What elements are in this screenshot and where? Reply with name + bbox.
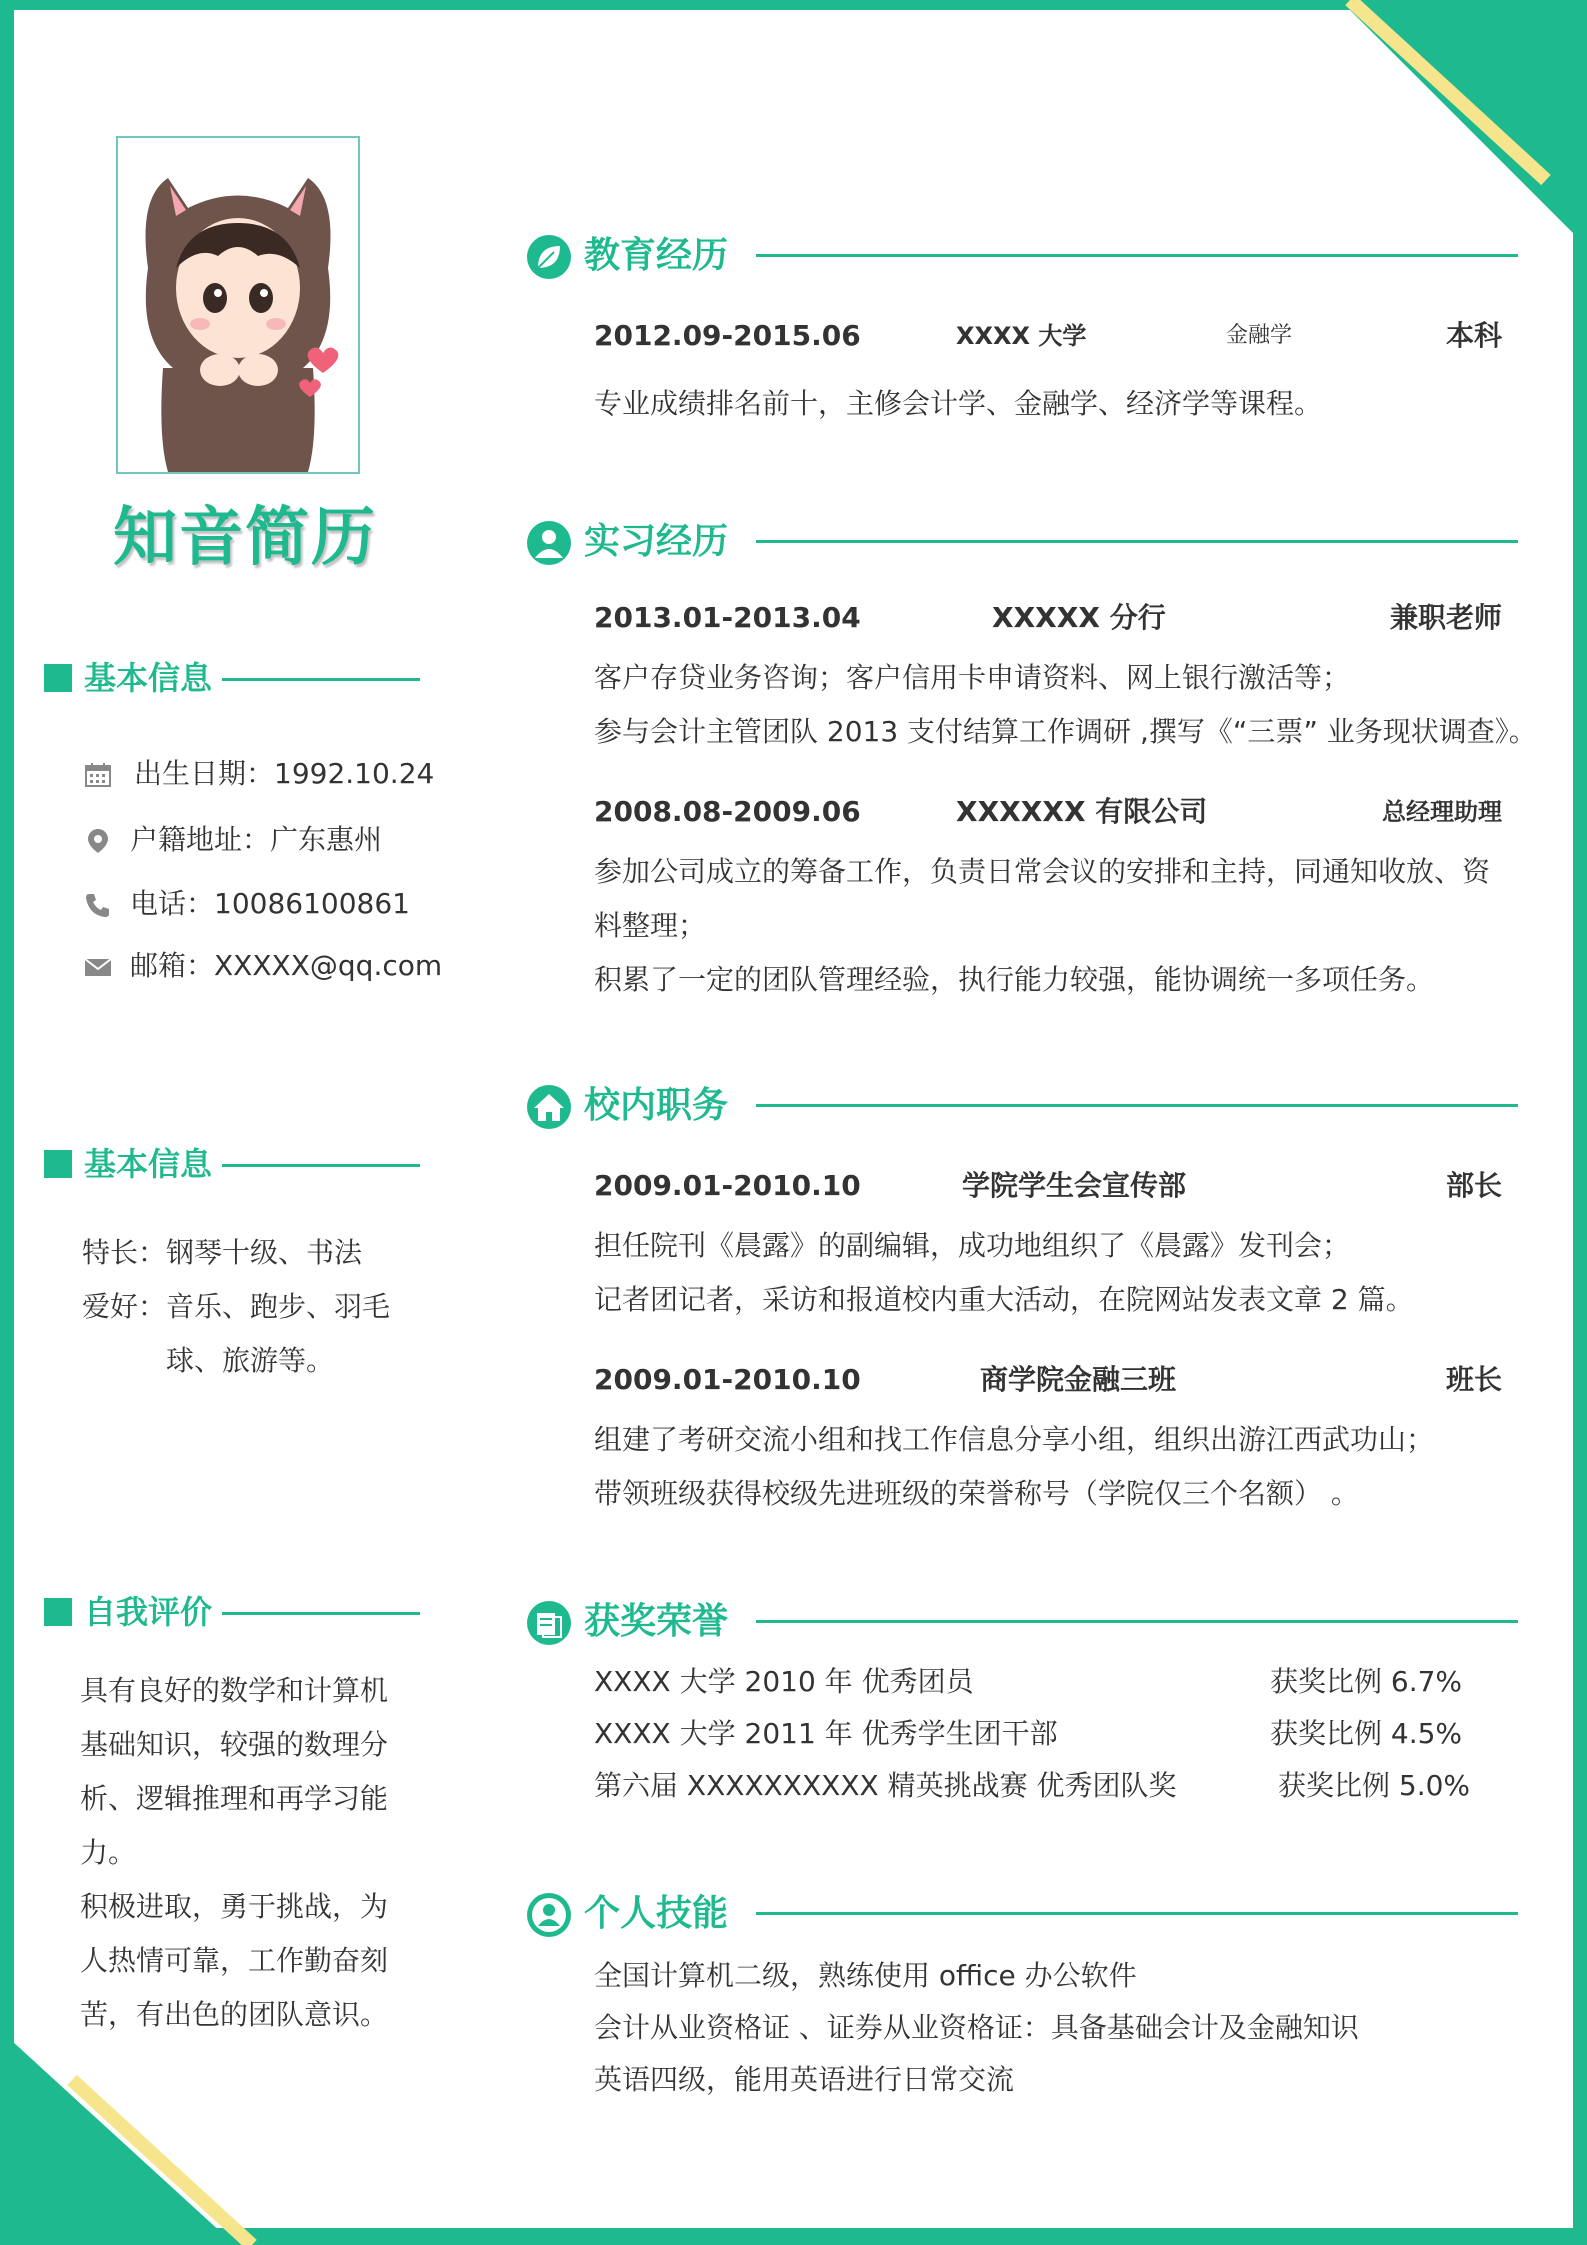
- entry-date: 2008.08-2009.06: [594, 795, 861, 828]
- internship-header: [526, 514, 1520, 570]
- self-eval-line: 具有良好的数学和计算机: [80, 1674, 389, 1707]
- entry-role: 班长: [1445, 1363, 1502, 1396]
- entry-org: 商学院金融三班: [980, 1363, 1177, 1396]
- phone-icon: [84, 892, 112, 918]
- specialty-text: 特长：钢琴十级、书法: [82, 1236, 363, 1269]
- internship-entry-header: [594, 596, 1502, 640]
- award-ratio: 获奖比例 6.7%: [1270, 1665, 1463, 1698]
- self-eval-line: 积极进取，勇于挑战，为: [80, 1890, 389, 1923]
- hobbies-title: 基本信息: [84, 1145, 213, 1183]
- basic-info-title: 基本信息: [84, 659, 213, 697]
- skill-line: 会计从业资格证 、证券从业资格证：具备基础会计及金融知识: [594, 2011, 1359, 2044]
- entry-role: 总经理助理: [1382, 798, 1502, 826]
- header-rule: [756, 1620, 1518, 1623]
- entry-line: 记者团记者，采访和报道校内重大活动，在院网站发表文章 2 篇。: [594, 1283, 1414, 1316]
- email-row: [84, 946, 444, 986]
- entry-line: 担任院刊《晨露》的副编辑，成功地组织了《晨露》发刊会；: [594, 1229, 1351, 1262]
- education-school: XXXX 大学: [956, 322, 1087, 350]
- hometown-text: 户籍地址：广东惠州: [130, 823, 383, 856]
- square-bullet-icon: [44, 1598, 72, 1626]
- header-rule: [756, 1104, 1518, 1107]
- entry-org: 学院学生会宣传部: [962, 1169, 1187, 1202]
- campus-entry-header: [594, 1164, 1502, 1208]
- self-eval-line: 力。: [80, 1836, 137, 1869]
- header-rule: [222, 1612, 420, 1615]
- campus-entry-header: [594, 1358, 1502, 1402]
- entry-role: 兼职老师: [1389, 601, 1502, 634]
- phone-text: 电话：10086100861: [130, 887, 410, 920]
- internship-entry-header: [594, 790, 1502, 834]
- entry-date: 2013.01-2013.04: [594, 601, 861, 634]
- birthdate-row: [84, 754, 444, 794]
- skills-title: 个人技能: [584, 1893, 729, 1934]
- education-major: 金融学: [1226, 323, 1293, 348]
- user-icon: [526, 1892, 572, 1938]
- self-eval-title: 自我评价: [84, 1593, 213, 1631]
- awards-header: [526, 1594, 1520, 1650]
- education-degree: 本科: [1445, 319, 1502, 352]
- skill-line: 全国计算机二级，熟练使用 office 办公软件: [594, 1959, 1137, 1992]
- square-bullet-icon: [44, 664, 72, 692]
- award-name: XXXX 大学 2010 年 优秀团员: [594, 1665, 974, 1698]
- entry-line: 料整理；: [594, 909, 707, 942]
- self-eval-line: 人热情可靠，工作勤奋刻: [80, 1944, 389, 1977]
- entry-date: 2009.01-2010.10: [594, 1169, 861, 1202]
- phone-row: [84, 884, 444, 924]
- campus-title: 校内职务: [584, 1085, 729, 1126]
- education-desc: 专业成绩排名前十，主修会计学、金融学、经济学等课程。: [594, 387, 1323, 420]
- entry-line: 参加公司成立的筹备工作，负责日常会议的安排和主持，同通知收放、资: [594, 855, 1491, 888]
- profile-photo: [116, 136, 360, 474]
- hobbies-header: [40, 1144, 430, 1184]
- education-header: [526, 228, 1520, 284]
- entry-line: 客户存贷业务咨询；客户信用卡申请资料、网上银行激活等；: [594, 661, 1351, 694]
- avatar-illustration: [118, 138, 358, 472]
- square-bullet-icon: [44, 1150, 72, 1178]
- birthdate-text: 出生日期：1992.10.24: [134, 757, 435, 790]
- header-rule: [756, 254, 1518, 257]
- header-rule: [756, 540, 1518, 543]
- self-eval-line: 苦，有出色的团队意识。: [80, 1998, 389, 2031]
- education-date: 2012.09-2015.06: [594, 319, 861, 352]
- education-entry-header: [594, 314, 1502, 358]
- self-eval-line: 基础知识，较强的数理分: [80, 1728, 389, 1761]
- award-icon: [526, 1600, 572, 1646]
- header-rule: [222, 678, 420, 681]
- header-rule: [756, 1912, 1518, 1915]
- skill-line: 英语四级，能用英语进行日常交流: [594, 2063, 1015, 2096]
- entry-line: 带领班级获得校级先进班级的荣誉称号（学院仅三个名额） 。: [594, 1477, 1359, 1510]
- entry-org: XXXXX 分行: [992, 601, 1166, 634]
- email-text: 邮箱：XXXXX@qq.com: [130, 949, 443, 982]
- entry-line: 参与会计主管团队 2013 支付结算工作调研 ,撰写《“三票” 业务现状调查》。: [594, 715, 1537, 748]
- award-ratio: 获奖比例 5.0%: [1278, 1769, 1471, 1802]
- hobby-text-line2: 球、旅游等。: [166, 1344, 335, 1377]
- header-rule: [222, 1164, 420, 1167]
- mail-icon: [84, 954, 112, 980]
- brand-title: 知音简历: [113, 501, 377, 575]
- hobby-text-line1: 爱好：音乐、跑步、羽毛: [82, 1290, 391, 1323]
- award-ratio: 获奖比例 4.5%: [1270, 1717, 1463, 1750]
- awards-title: 获奖荣誉: [584, 1601, 729, 1642]
- hometown-row: [84, 820, 444, 860]
- award-name: 第六届 XXXXXXXXXX 精英挑战赛 优秀团队奖: [594, 1769, 1177, 1802]
- entry-line: 积累了一定的团队管理经验，执行能力较强，能协调统一多项任务。: [594, 963, 1435, 996]
- self-eval-line: 析、逻辑推理和再学习能: [80, 1782, 389, 1815]
- entry-date: 2009.01-2010.10: [594, 1363, 861, 1396]
- skills-header: [526, 1886, 1520, 1942]
- award-name: XXXX 大学 2011 年 优秀学生团干部: [594, 1717, 1058, 1750]
- home-icon: [526, 1084, 572, 1130]
- leaf-icon: [526, 234, 572, 280]
- entry-org: XXXXXX 有限公司: [956, 795, 1208, 828]
- location-pin-icon: [84, 828, 112, 854]
- calendar-icon: [84, 762, 112, 788]
- campus-header: [526, 1078, 1520, 1134]
- basic-info-header: [40, 658, 430, 698]
- self-eval-header: [40, 1592, 430, 1632]
- person-icon: [526, 520, 572, 566]
- internship-title: 实习经历: [584, 521, 729, 562]
- entry-role: 部长: [1445, 1169, 1502, 1202]
- entry-line: 组建了考研交流小组和找工作信息分享小组，组织出游江西武功山；: [594, 1423, 1435, 1456]
- education-title: 教育经历: [584, 235, 729, 276]
